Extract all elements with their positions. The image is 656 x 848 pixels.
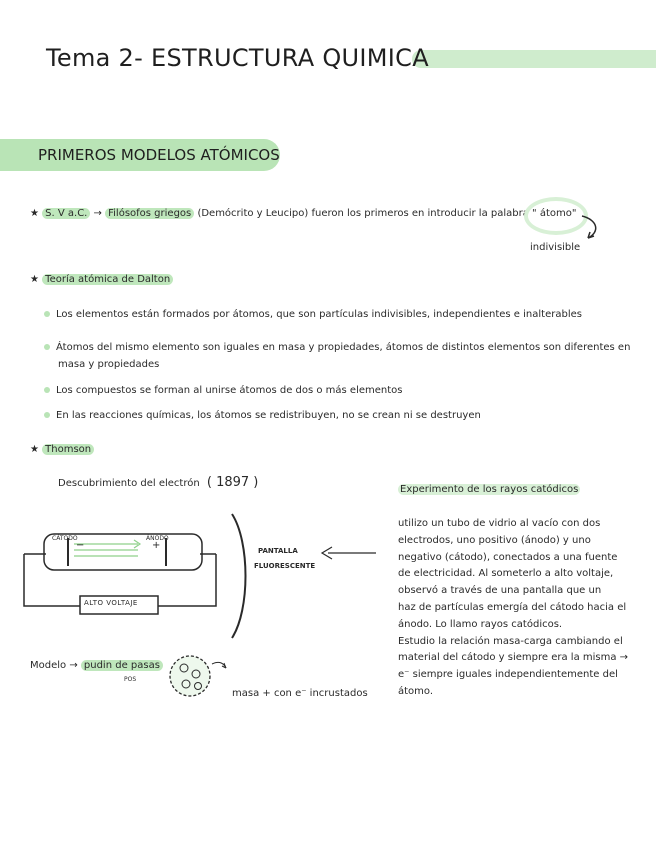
dalton-item-2: Átomos del mismo elemento son iguales en masa y propiedades, átomos de distintos elementos son diferentes en — [44, 340, 630, 356]
screen-brace-icon — [228, 512, 252, 640]
dot-bullet-icon — [44, 412, 50, 418]
dot-bullet-icon — [44, 344, 50, 350]
model-line: Modelo → pudin de pasas — [30, 658, 163, 674]
minus-sign: − — [76, 540, 85, 551]
discovery-line: Descubrimiento del electrón ( 1897 ) — [58, 475, 259, 490]
anode-label: ÁNODO — [146, 535, 169, 542]
curved-arrow-icon — [578, 214, 606, 244]
star-bullet-icon: ★ — [30, 208, 39, 219]
star-bullet-icon: ★ — [30, 444, 39, 455]
dalton-item-1: Los elementos están formados por átomos, que son partículas indivisibles, independientes e inalterables — [44, 307, 582, 323]
dot-bullet-icon — [44, 387, 50, 393]
title-highlight-bar — [412, 50, 656, 68]
page-title: Tema 2- ESTRUCTURA QUIMICA — [46, 44, 429, 72]
greek-line: ★ S. V a.C. → Filósofos griegos (Demócrito y Leucipo) fueron los primeros en introducir la palabra " átomo" — [30, 208, 577, 219]
experiment-title: Experimento de los rayos catódicos — [400, 484, 579, 495]
model-sub: POS — [124, 676, 137, 683]
model-description: masa + con e⁻ incrustados — [232, 688, 368, 699]
screen-label-1: PANTALLA — [258, 547, 298, 555]
section-title: PRIMEROS MODELOS ATÓMICOS — [38, 146, 280, 164]
experiment-text: utilizo un tubo de vidrio al vacío con dos electrodos, uno positivo (ánodo) y uno negativo (cátodo), conectados a una fuente de electricidad. Al someterlo a alto voltaje, observó a través de una pantalla que un haz de partículas emergía del cátodo hacia el ánodo. Lo llamo rayos catódicos. Estudio la relación masa-carga cambiando el material del cátodo y siempre era la misma → e⁻ siempre iguales independientemente del átomo. — [398, 518, 629, 697]
dalton-item-2-cont: masa y propiedades — [58, 359, 160, 370]
screen-label-2: FLUORESCENTE — [254, 562, 316, 570]
indivisible-note: indivisible — [530, 242, 581, 253]
star-bullet-icon: ★ — [30, 274, 39, 285]
thomson-heading: ★ Thomson — [30, 442, 94, 458]
dot-bullet-icon — [44, 311, 50, 317]
dalton-item-3: Los compuestos se forman al unirse átomos de dos o más elementos — [44, 383, 403, 399]
dalton-heading: ★ Teoría atómica de Dalton — [30, 272, 173, 288]
cathode-label: CÁTODO — [52, 535, 78, 542]
voltage-label: ALTO VOLTAJE — [84, 599, 138, 607]
plus-sign: + — [152, 540, 161, 551]
arrow-left-icon — [318, 544, 378, 562]
dalton-item-4: En las reacciones químicas, los átomos se redistribuyen, no se crean ni se destruyen — [44, 408, 481, 424]
